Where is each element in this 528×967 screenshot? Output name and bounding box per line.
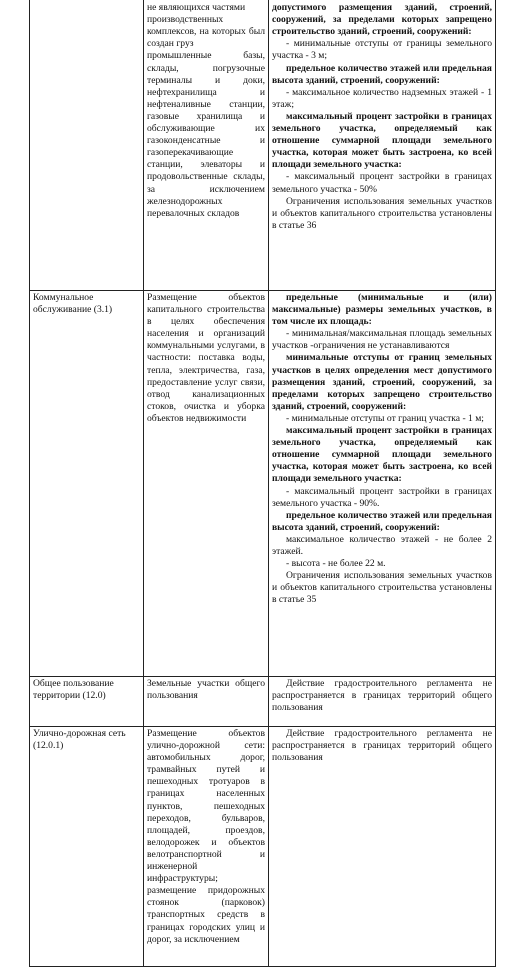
parameter-paragraph: минимальные отступы от границ земельных участков в целях определения мест допустимого размещения зданий, строений, сооружений, за пределами которых запрещено строительство зданий, строений, сооружений:: [272, 352, 492, 412]
parameter-paragraph: предельное количество этажей или предельная высота зданий, строений, сооружений:: [272, 509, 492, 533]
table-row: [30, 291, 496, 677]
parameter-paragraph: предельные (минимальные и (или) максимальные) размеры земельных участков, в том числе их площадь:: [272, 292, 492, 328]
description-text: Размещение объектов улично-дорожной сети: автомобильных дорог, трамвайных путей и пешеходных тротуаров в границах населенных пунктов, пешеходных переходов, бульваров, площадей, проездов, велодорожек и объектов велотранспортной и инженерной инфраструктуры; размещение придорожных стоянок (парковок) транспортных средств в границах городских улиц и дорог, за исключением: [147, 728, 265, 945]
description-line: промышленные базы, склады, погрузочные терминалы и доки, нефтехранилища и нефтеналивные станции, газовые хранилища и обслуживающие их газоконденсатные и газоперекачивающие станции, элеваторы и продовольственные склады, за исключением железнодорожных перевалочных складов: [147, 50, 265, 219]
parameters-cell: [269, 727, 496, 967]
permitted-use-description-cell: [144, 727, 269, 967]
permitted-use-name-cell: Улично-дорожная сеть (12.0.1): [30, 727, 144, 967]
permitted-use-name-cell: [30, 0, 144, 291]
parameter-paragraph: - максимальный процент застройки в границах земельного участка - 50%: [272, 171, 492, 195]
parameters-cell: [269, 0, 496, 291]
regulation-table: [29, 0, 496, 967]
description-line: не являющихся частями: [147, 2, 246, 14]
description-text: Земельные участки общего пользования: [147, 678, 265, 702]
permitted-use-name-cell: Коммунальное обслуживание (3.1): [30, 291, 144, 677]
parameter-paragraph: предельное количество этажей или предельная высота зданий, строений, сооружений:: [272, 62, 492, 86]
parameter-paragraph: - максимальное количество надземных этажей - 1 этаж;: [272, 86, 492, 110]
table-row: [30, 0, 496, 291]
parameter-paragraph: - максимальный процент застройки в границах земельного участка - 90%.: [272, 485, 492, 509]
permitted-use-description-cell: [144, 0, 269, 291]
parameter-paragraph: - минимальные отступы от границы земельного участка - 3 м;: [272, 38, 492, 62]
permitted-use-description-cell: [144, 677, 269, 727]
parameter-paragraph: максимальный процент застройки в границах земельного участка, определяемый как отношение суммарной площади земельного участка, которая может быть застроена, ко всей площади земельного участка:: [272, 425, 492, 485]
parameter-paragraph: Действие градостроительного регламента не распространяется в границах территорий общего пользования: [272, 678, 492, 714]
parameter-paragraph: Ограничения использования земельных участков и объектов капитального строительства установлены в статье 36: [272, 195, 492, 231]
parameters-cell: [269, 677, 496, 727]
description-text: Размещение объектов капитального строительства в целях обеспечения населения и организаций коммунальными услугами, в частности: поставка воды, тепла, электричества, газа, предоставление услуг связи, отвод канализационных стоков, очистка и уборка объектов недвижимости: [147, 292, 265, 424]
parameter-paragraph: - высота - не более 22 м.: [286, 558, 386, 570]
parameter-paragraph: допустимого размещения зданий, строений, сооружений, за пределами которых запрещено строительство зданий, строений, сооружений:: [272, 2, 492, 38]
parameter-paragraph: - минимальные отступы от границ участка - 1 м;: [286, 412, 484, 424]
parameter-paragraph: максимальный процент застройки в границах земельного участка, определяемый как отношение суммарной площади земельного участка, которая может быть застроена, ко всей площади земельного участка:: [272, 110, 492, 171]
permitted-use-name-cell: Общее пользование территории (12.0): [30, 677, 144, 727]
table-row: [30, 727, 496, 967]
table-row: [30, 677, 496, 727]
parameter-paragraph: Ограничения использования земельных участков и объектов капитального строительства установлены в статье 35: [272, 570, 492, 606]
parameter-paragraph: максимальное количество этажей - не более 2 этажей.: [272, 533, 492, 557]
parameters-cell: [269, 291, 496, 677]
parameter-paragraph: - минимальная/максимальная площадь земельных участков -ограничения не устанавливаются: [272, 328, 492, 352]
description-line: производственных комплексов, на которых был создан груз: [147, 14, 265, 50]
parameter-paragraph: Действие градостроительного регламента не распространяется в границах территорий общего пользования: [272, 728, 492, 764]
permitted-use-description-cell: [144, 291, 269, 677]
